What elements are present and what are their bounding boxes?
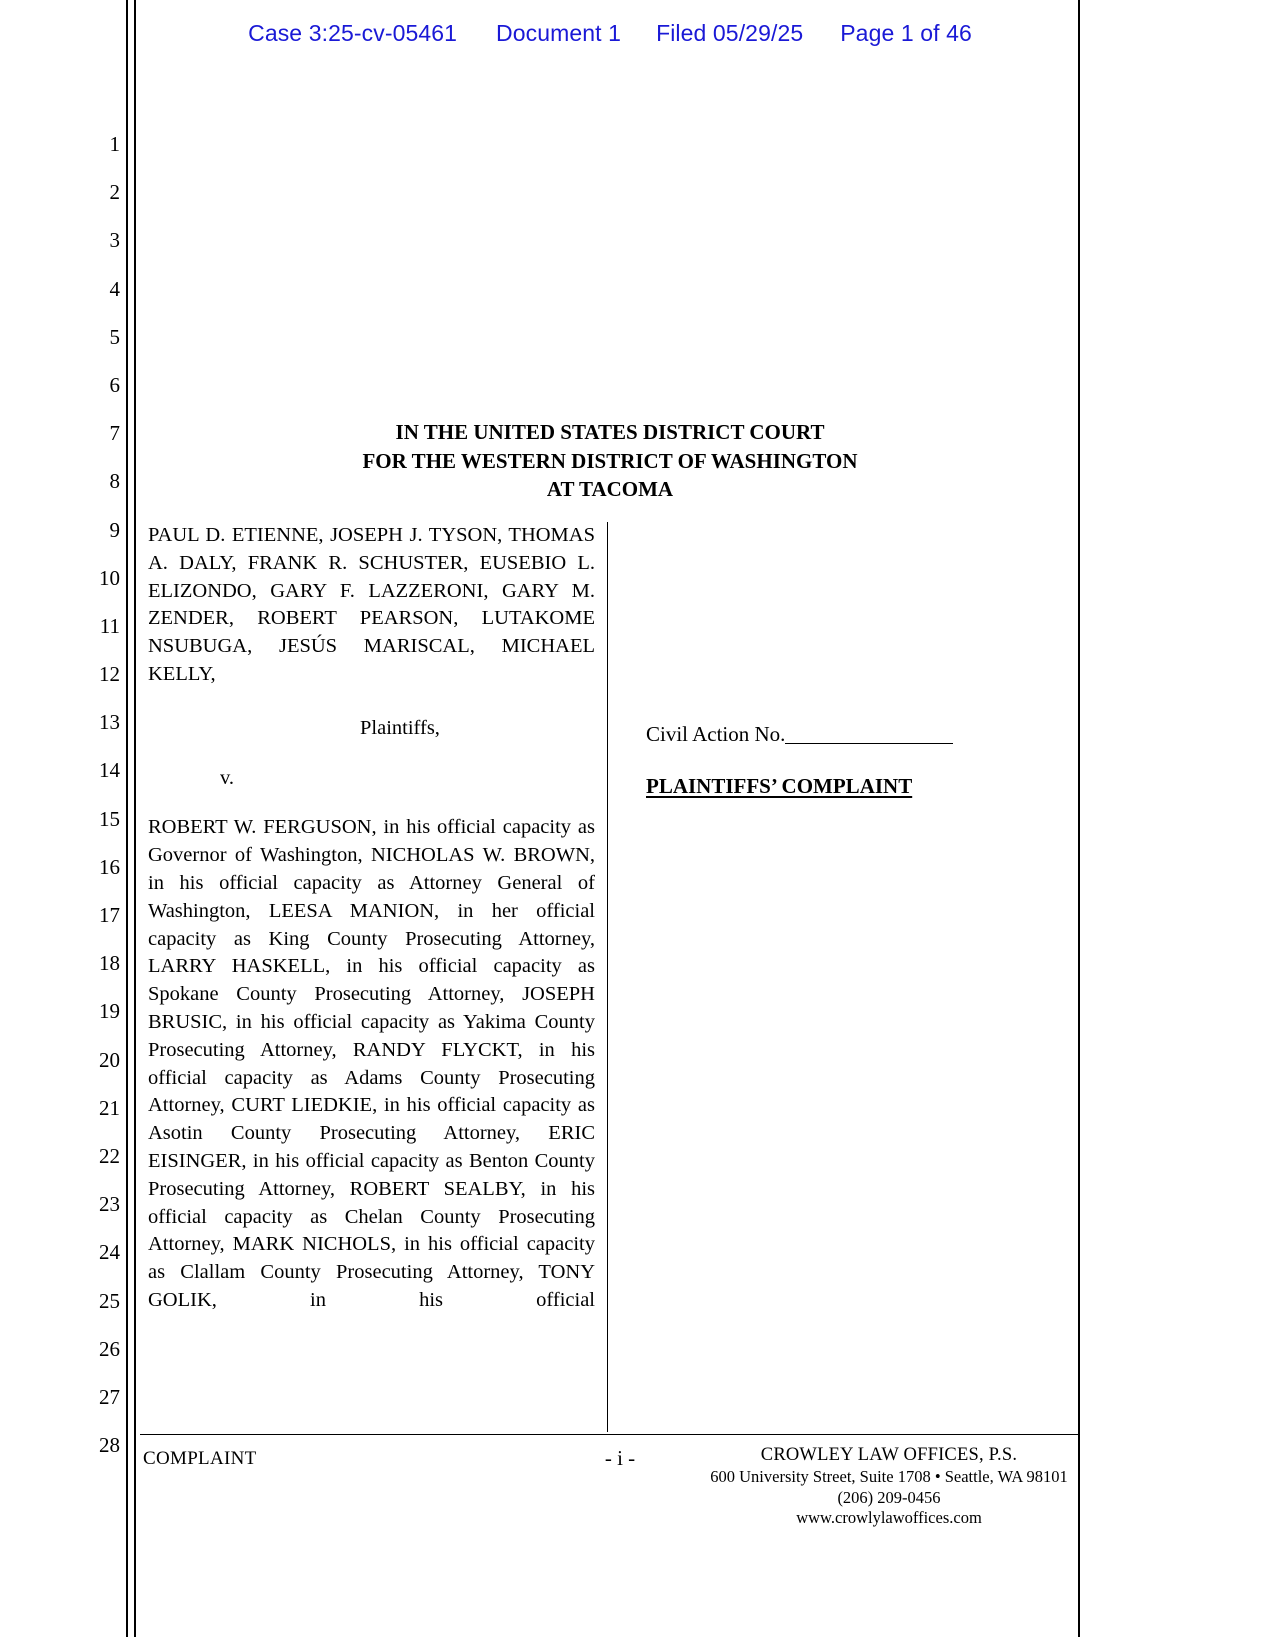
line-number: 24 <box>99 1240 120 1265</box>
line-number: 9 <box>109 517 120 542</box>
line-number: 2 <box>109 180 120 205</box>
firm-address: 600 University Street, Suite 1708 • Seattle, WA 98101 <box>710 1467 1068 1486</box>
line-number: 5 <box>109 324 120 349</box>
line-number: 17 <box>99 903 120 927</box>
court-heading-line-2: FOR THE WESTERN DISTRICT OF WASHINGTON <box>362 448 858 473</box>
pleading-rule-inner <box>134 0 136 1637</box>
line-number: 19 <box>99 999 120 1024</box>
pleading-rule-outer <box>126 0 128 1637</box>
firm-name: CROWLEY LAW OFFICES, P.S. <box>760 1445 1018 1465</box>
court-heading-line-1: IN THE UNITED STATES DISTRICT COURT <box>395 420 825 444</box>
civil-action-label: Civil Action No. <box>646 722 786 746</box>
line-number: 15 <box>99 806 120 831</box>
firm-website: www.crowlylawoffices.com <box>796 1508 982 1527</box>
line-number: 13 <box>99 710 120 735</box>
line-number: 21 <box>99 1095 120 1120</box>
caption-parties-column <box>148 522 608 1432</box>
firm-phone: (206) 209-0456 <box>837 1487 941 1507</box>
line-number: 4 <box>109 276 120 301</box>
pleading-rule-right <box>1078 0 1080 1637</box>
footer-divider <box>140 1434 1078 1435</box>
plaintiffs-names: PAUL D. ETIENNE, JOSEPH J. TYSON, THOMAS A. DALY, FRANK R. SCHUSTER, EUSEBIO L. ELIZONDO, GARY F. LAZZERONI, GARY M. ZENDER, ROBERT PEARSON, LUTAKOME NSUBUGA, JESÚS MARISCAL, MICHAEL KELLY, <box>148 524 595 685</box>
line-number: 7 <box>109 421 120 446</box>
plaintiffs-role-label: Plaintiffs, <box>360 716 440 739</box>
line-number: 22 <box>99 1143 120 1168</box>
civil-action-blank-line <box>785 743 953 744</box>
line-number: 6 <box>109 372 120 397</box>
line-number: 10 <box>99 565 120 590</box>
defendants-names: ROBERT W. FERGUSON, in his official capacity as Governor of Washington, NICHOLAS W. BROWN, in his official capacity as Attorney General of Washington, LEESA MANION, in her official capacity as King County Prosecuting Attorney, LARRY HASKELL, in his official capacity as Spokane County Prosecuting Attorney, JOSEPH BRUSIC, in his official capacity as Yakima County Prosecuting Attorney, RANDY FLYCKT, in his official capacity as Adams County Prosecuting Attorney, CURT LIEDKIE, in his official capacity as Asotin County Prosecuting Attorney, ERIC EISINGER, in his official capacity as Benton County Prosecuting Attorney, ROBERT SEALBY, in his official capacity as Chelan County Prosecuting Attorney, MARK NICHOLS, in his official capacity as Clallam County Prosecuting Attorney, TONY GOLIK, in his official <box>148 816 595 1311</box>
line-number: 14 <box>99 758 120 783</box>
line-number: 11 <box>99 613 120 638</box>
line-number: 28 <box>99 1433 120 1458</box>
line-number: 18 <box>99 951 120 976</box>
footer-page-marker: - i - <box>604 1446 636 1470</box>
court-heading-line-3: AT TACOMA <box>546 477 674 501</box>
line-number: 23 <box>99 1192 120 1217</box>
line-number: 12 <box>99 662 120 687</box>
ecf-page-number: Page 1 of 46 <box>840 20 972 46</box>
line-number-column <box>78 120 120 1469</box>
line-number: 26 <box>99 1336 120 1361</box>
ecf-filed-date: Filed 05/29/25 <box>656 20 804 46</box>
footer-firm-block <box>700 1444 1078 1529</box>
footer-document-label: COMPLAINT <box>143 1448 257 1469</box>
ecf-header-stamp <box>160 20 1060 47</box>
ecf-document-number: Document 1 <box>496 20 622 46</box>
line-number: 27 <box>99 1384 120 1409</box>
court-heading <box>150 418 1070 504</box>
line-number: 16 <box>99 854 120 879</box>
civil-action-number-field <box>646 722 953 747</box>
line-number: 20 <box>99 1047 120 1072</box>
versus-label: v. <box>220 766 235 789</box>
document-title: PLAINTIFFS’ COMPLAINT <box>646 774 913 798</box>
line-number: 8 <box>109 469 120 494</box>
ecf-case-number: Case 3:25-cv-05461 <box>248 20 458 46</box>
line-number: 25 <box>99 1288 120 1313</box>
line-number: 1 <box>109 132 120 156</box>
line-number: 3 <box>109 228 120 253</box>
